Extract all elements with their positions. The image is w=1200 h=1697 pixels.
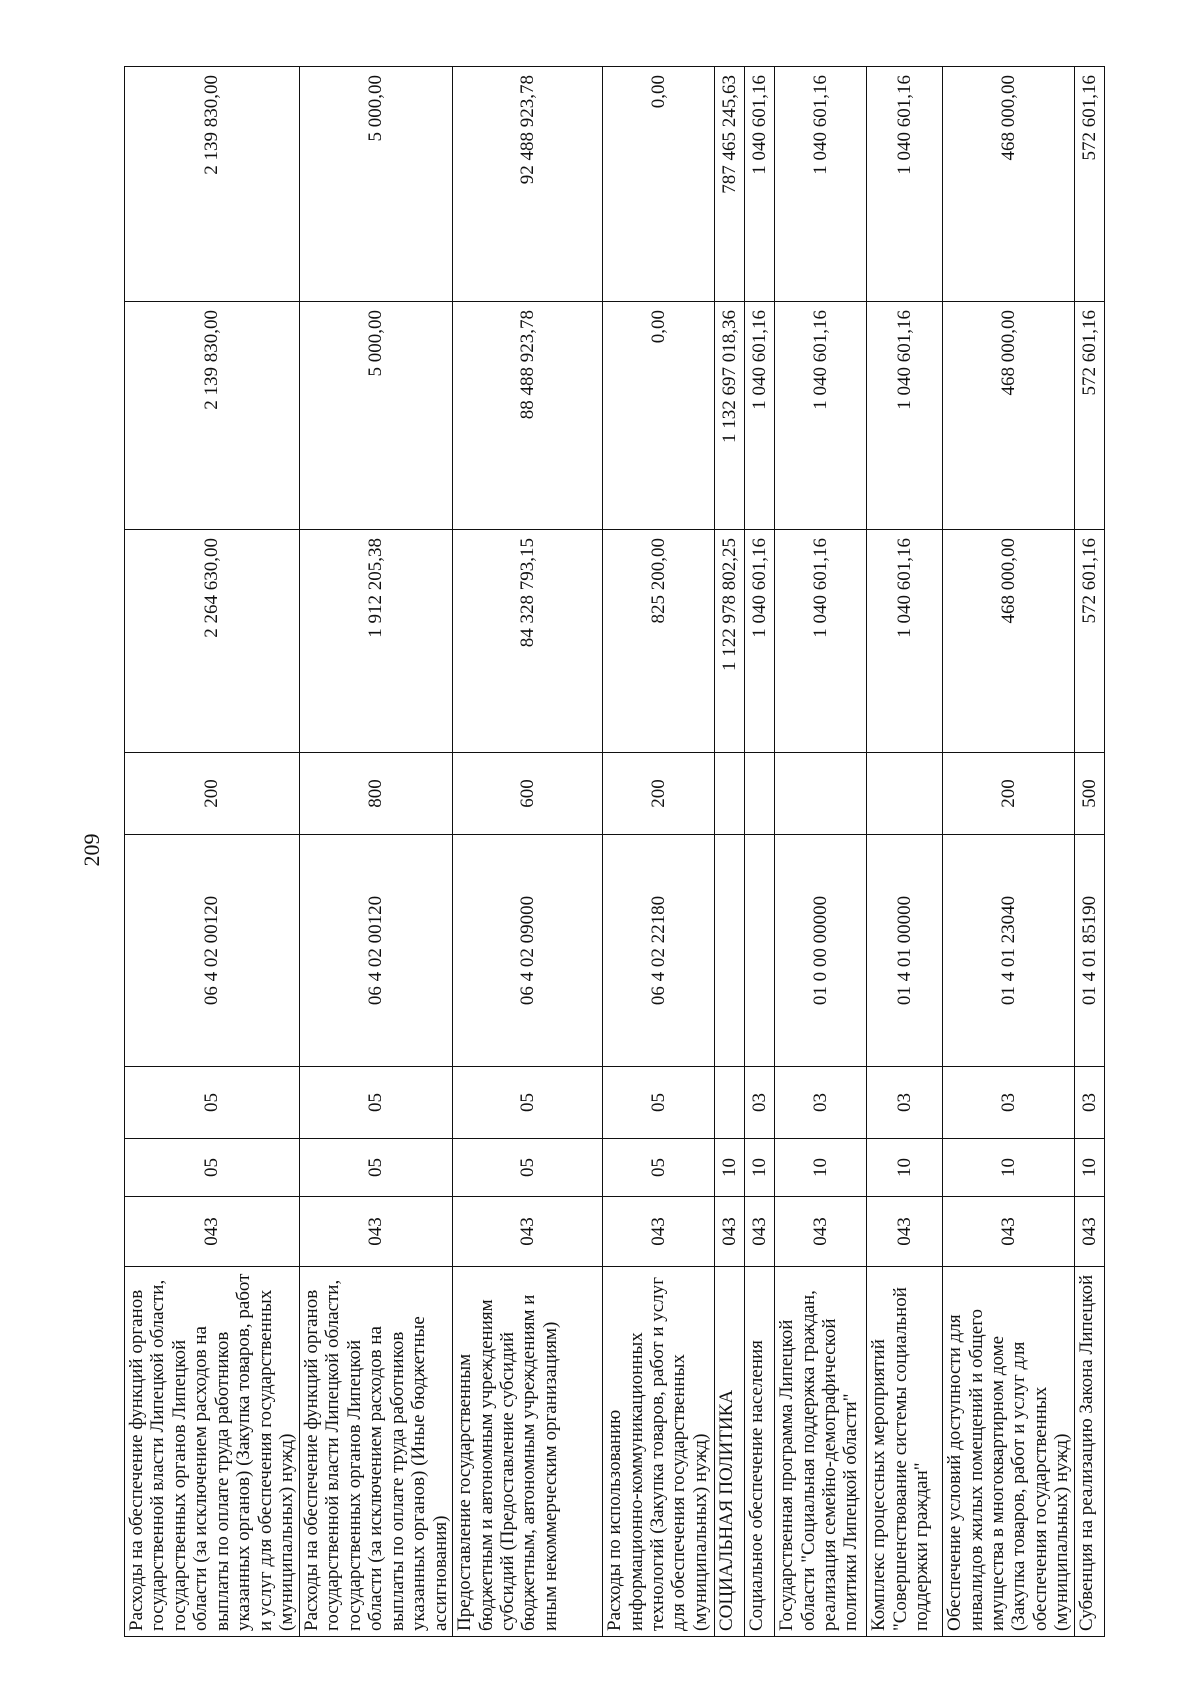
target-article-code: 01 4 01 23040 bbox=[943, 835, 1075, 1067]
subsection-code: 03 bbox=[775, 1067, 867, 1139]
amount-year-2: 1 040 601,16 bbox=[867, 302, 943, 530]
section-code: 05 bbox=[125, 1139, 300, 1197]
amount-year-3: 1 040 601,16 bbox=[775, 67, 867, 302]
row-description: Комплекс процессных мероприятий "Совершенствование системы социальной поддержки граждан" bbox=[867, 1267, 943, 1637]
table-row bbox=[775, 67, 867, 1637]
table-row bbox=[1074, 67, 1104, 1637]
subsection-code: 05 bbox=[125, 1067, 300, 1139]
amount-year-3: 1 040 601,16 bbox=[745, 67, 775, 302]
section-code: 10 bbox=[1074, 1139, 1104, 1197]
section-code: 10 bbox=[775, 1139, 867, 1197]
amount-year-3: 468 000,00 bbox=[943, 67, 1075, 302]
section-code: 10 bbox=[745, 1139, 775, 1197]
row-description: СОЦИАЛЬНАЯ ПОЛИТИКА bbox=[715, 1267, 745, 1637]
subsection-code: 03 bbox=[745, 1067, 775, 1139]
row-description: Обеспечение условий доступности для инвалидов жилых помещений и общего имущества в многоквартирном доме (Закупка товаров, работ и услуг для обеспечения государственных (муниципальных) нужд) bbox=[943, 1267, 1075, 1637]
row-description: Социальное обеспечение населения bbox=[745, 1267, 775, 1637]
amount-year-2: 2 139 830,00 bbox=[125, 302, 300, 530]
amount-year-1: 1 040 601,16 bbox=[775, 530, 867, 753]
target-article-code: 01 4 01 00000 bbox=[867, 835, 943, 1067]
department-code: 043 bbox=[125, 1197, 300, 1267]
amount-year-3: 92 488 923,78 bbox=[453, 67, 603, 302]
target-article-code: 06 4 02 22180 bbox=[603, 835, 715, 1067]
amount-year-2: 1 132 697 018,36 bbox=[715, 302, 745, 530]
target-article-code: 06 4 02 09000 bbox=[453, 835, 603, 1067]
budget-table bbox=[124, 66, 1105, 1637]
department-code: 043 bbox=[867, 1197, 943, 1267]
table-row bbox=[715, 67, 745, 1637]
target-article-code bbox=[715, 835, 745, 1067]
budget-table-sheet bbox=[124, 67, 1104, 1637]
amount-year-1: 572 601,16 bbox=[1074, 530, 1104, 753]
subsection-code: 05 bbox=[299, 1067, 452, 1139]
amount-year-3: 787 465 245,63 bbox=[715, 67, 745, 302]
amount-year-2: 88 488 923,78 bbox=[453, 302, 603, 530]
subsection-code: 03 bbox=[943, 1067, 1075, 1139]
department-code: 043 bbox=[745, 1197, 775, 1267]
section-code: 05 bbox=[453, 1139, 603, 1197]
row-description: Предоставление государственным бюджетным и автономным учреждениям субсидий (Предоставление субсидий бюджетным, автономным учреждениям и иным некоммерческим организациям) bbox=[453, 1267, 603, 1637]
amount-year-3: 1 040 601,16 bbox=[867, 67, 943, 302]
subsection-code: 05 bbox=[453, 1067, 603, 1139]
department-code: 043 bbox=[943, 1197, 1075, 1267]
table-row bbox=[943, 67, 1075, 1637]
amount-year-1: 2 264 630,00 bbox=[125, 530, 300, 753]
target-article-code: 06 4 02 00120 bbox=[299, 835, 452, 1067]
amount-year-2: 1 040 601,16 bbox=[745, 302, 775, 530]
amount-year-3: 0,00 bbox=[603, 67, 715, 302]
target-article-code: 01 4 01 85190 bbox=[1074, 835, 1104, 1067]
amount-year-2: 5 000,00 bbox=[299, 302, 452, 530]
section-code: 10 bbox=[867, 1139, 943, 1197]
table-row bbox=[453, 67, 603, 1637]
page-number: 209 bbox=[79, 833, 104, 867]
amount-year-1: 825 200,00 bbox=[603, 530, 715, 753]
expense-type-code: 500 bbox=[1074, 753, 1104, 835]
amount-year-2: 572 601,16 bbox=[1074, 302, 1104, 530]
department-code: 043 bbox=[775, 1197, 867, 1267]
amount-year-3: 572 601,16 bbox=[1074, 67, 1104, 302]
row-description: Расходы на обеспечение функций органов государственной власти Липецкой области, государственных органов Липецкой области (за исключением расходов на выплаты по оплате труда работников указанных органов) (Иные бюджетные ассигнования) bbox=[299, 1267, 452, 1637]
expense-type-code bbox=[715, 753, 745, 835]
expense-type-code: 200 bbox=[943, 753, 1075, 835]
section-code: 05 bbox=[299, 1139, 452, 1197]
expense-type-code: 200 bbox=[603, 753, 715, 835]
department-code: 043 bbox=[1074, 1197, 1104, 1267]
table-row bbox=[299, 67, 452, 1637]
subsection-code: 03 bbox=[1074, 1067, 1104, 1139]
amount-year-2: 1 040 601,16 bbox=[775, 302, 867, 530]
amount-year-1: 1 912 205,38 bbox=[299, 530, 452, 753]
row-description: Расходы по использованию информационно-коммуникационных технологий (Закупка товаров, работ и услуг для обеспечения государственных (муниципальных) нужд) bbox=[603, 1267, 715, 1637]
table-row bbox=[867, 67, 943, 1637]
section-code: 10 bbox=[715, 1139, 745, 1197]
department-code: 043 bbox=[299, 1197, 452, 1267]
section-code: 05 bbox=[603, 1139, 715, 1197]
budget-table-body bbox=[125, 67, 1105, 1637]
target-article-code: 06 4 02 00120 bbox=[125, 835, 300, 1067]
amount-year-1: 1 122 978 802,25 bbox=[715, 530, 745, 753]
table-row bbox=[125, 67, 300, 1637]
row-description: Государственная программа Липецкой области "Социальная поддержка граждан, реализация семейно-демографической политики Липецкой области" bbox=[775, 1267, 867, 1637]
amount-year-2: 0,00 bbox=[603, 302, 715, 530]
target-article-code bbox=[745, 835, 775, 1067]
expense-type-code bbox=[867, 753, 943, 835]
expense-type-code: 800 bbox=[299, 753, 452, 835]
amount-year-1: 468 000,00 bbox=[943, 530, 1075, 753]
target-article-code: 01 0 00 00000 bbox=[775, 835, 867, 1067]
amount-year-2: 468 000,00 bbox=[943, 302, 1075, 530]
department-code: 043 bbox=[453, 1197, 603, 1267]
subsection-code bbox=[715, 1067, 745, 1139]
department-code: 043 bbox=[715, 1197, 745, 1267]
expense-type-code: 200 bbox=[125, 753, 300, 835]
expense-type-code bbox=[745, 753, 775, 835]
subsection-code: 05 bbox=[603, 1067, 715, 1139]
amount-year-1: 1 040 601,16 bbox=[745, 530, 775, 753]
amount-year-3: 2 139 830,00 bbox=[125, 67, 300, 302]
table-row bbox=[603, 67, 715, 1637]
amount-year-3: 5 000,00 bbox=[299, 67, 452, 302]
expense-type-code: 600 bbox=[453, 753, 603, 835]
department-code: 043 bbox=[603, 1197, 715, 1267]
row-description: Расходы на обеспечение функций органов государственной власти Липецкой области, государственных органов Липецкой области (за исключением расходов на выплаты по оплате труда работников указанных органов) (Закупка товаров, работ и услуг для обеспечения государственных (муниципальных) нужд) bbox=[125, 1267, 300, 1637]
section-code: 10 bbox=[943, 1139, 1075, 1197]
amount-year-1: 1 040 601,16 bbox=[867, 530, 943, 753]
subsection-code: 03 bbox=[867, 1067, 943, 1139]
table-row bbox=[745, 67, 775, 1637]
row-description: Субвенция на реализацию Закона Липецкой bbox=[1074, 1267, 1104, 1637]
expense-type-code bbox=[775, 753, 867, 835]
amount-year-1: 84 328 793,15 bbox=[453, 530, 603, 753]
